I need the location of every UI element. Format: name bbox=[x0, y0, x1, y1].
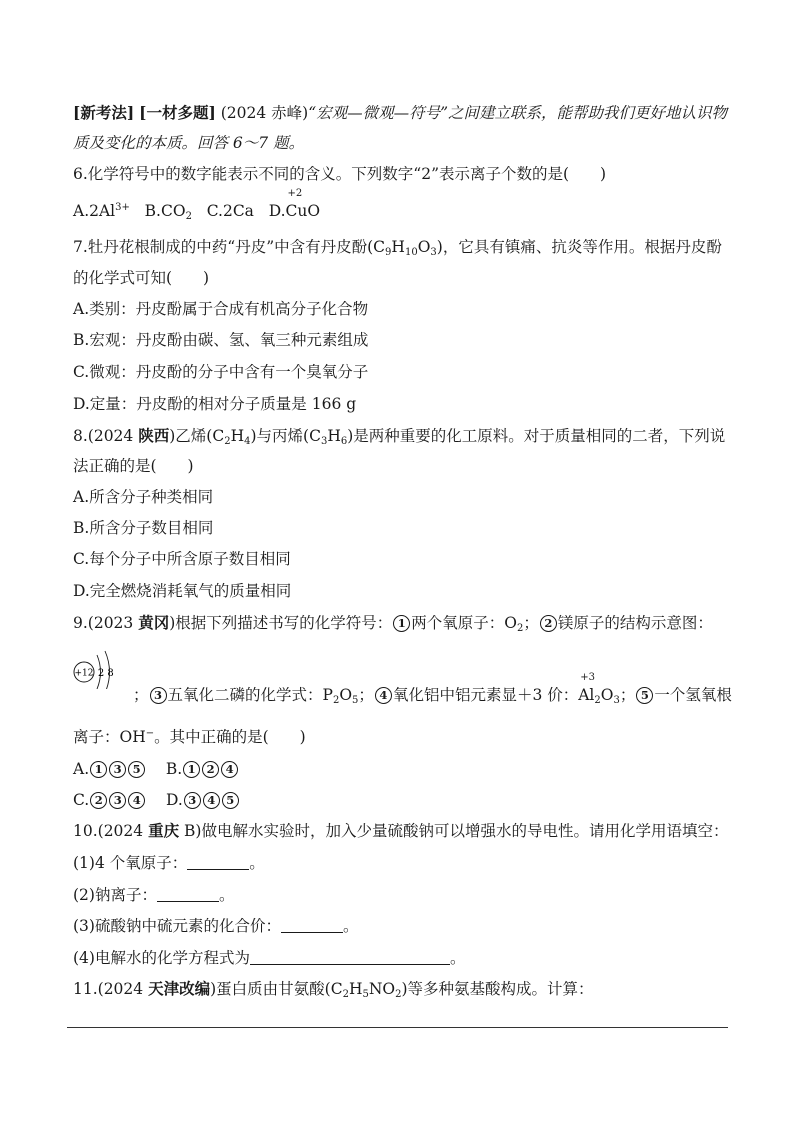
q10-sub-4: (4)电解水的化学方程式为 。 bbox=[73, 949, 466, 967]
q8-stem-2: 法正确的是( ) bbox=[73, 457, 194, 475]
q7-option-b: B.宏观：丹皮酚由碳、氢、氧三种元素组成 bbox=[73, 331, 369, 349]
q10-sub-3: (3)硫酸钠中硫元素的化合价： 。 bbox=[73, 917, 359, 935]
atom-shell-2-count: 8 bbox=[107, 668, 114, 679]
q9-option-d: D. 3 4 5 bbox=[166, 791, 240, 809]
q10-sub-2: (2)钠离子： 。 bbox=[73, 886, 235, 904]
q9-options-row-1 bbox=[73, 758, 239, 780]
q8-option-a: A.所含分子种类相同 bbox=[73, 488, 214, 506]
q6-option-d: D. +2 CuO bbox=[268, 188, 321, 220]
q7-option-a: A.类别：丹皮酚属于合成有机高分子化合物 bbox=[73, 300, 369, 318]
q9-options-row-2 bbox=[73, 789, 240, 811]
q10-stem: 10.(2024 重庆 B)做电解水实验时，加入少量硫酸钠可以增强水的导电性。请用化学用语填空： bbox=[73, 821, 729, 840]
q9-stem-2: ； 3 五氧化二磷的化学式：$P_2O_5$； 4 氧化铝中铝元素显＋3 价： +3 $Al_2O_3$； 5 一个氢氧根 bbox=[133, 672, 732, 706]
q7-stem-1: 7.牡丹花根制成的中药“丹皮”中含有丹皮酚$(C_9H_{10}O_3)$，它具有镇痛、抗炎等作用。根据丹皮酚 bbox=[73, 238, 722, 258]
q6-options bbox=[73, 188, 321, 222]
q10-blank-4[interactable] bbox=[250, 948, 450, 965]
q8-option-b: B.所含分子数目相同 bbox=[73, 519, 214, 537]
tag-one-material: [一材多题] bbox=[139, 103, 216, 122]
intro-text-1: “宏观—微观—符号”之间建立联系，能帮助我们更好地认识物 bbox=[308, 104, 728, 122]
q9-option-a: A. 1 3 5 bbox=[73, 760, 146, 778]
q6-option-c: C.2Ca bbox=[206, 202, 254, 220]
q10-blank-2[interactable] bbox=[157, 885, 219, 902]
magnesium-atom-diagram bbox=[73, 649, 133, 689]
q9-stem-1: 9.(2023 黄冈)根据下列描述书写的化学符号： 1 两个氧原子：$O_2$； 2 镁原子的结构示意图： bbox=[73, 613, 713, 634]
q10-sub-1: (1)4 个氧原子： 。 bbox=[73, 854, 265, 872]
intro-source: (2024 赤峰) bbox=[220, 104, 309, 122]
q7-stem-2: 的化学式可知( ) bbox=[73, 269, 210, 287]
q6-stem: 6.化学符号中的数字能表示不同的含义。下列数字“2”表示离子个数的是( ) bbox=[73, 165, 607, 183]
q7-option-d: D.定量：丹皮酚的相对分子质量是 166 g bbox=[73, 395, 357, 413]
q9-option-c: C. 2 3 4 bbox=[73, 791, 146, 809]
atom-shell-1-count: 2 bbox=[97, 668, 105, 679]
q6-option-b: $B.CO_2$ bbox=[144, 202, 192, 222]
q8-option-d: D.完全燃烧消耗氧气的质量相同 bbox=[73, 582, 292, 600]
intro-line-1 bbox=[73, 102, 727, 124]
q6-option-a: $A.2Al^{3+}$ bbox=[73, 202, 130, 220]
q11-stem: 11.(2024 天津改编)蛋白质由甘氨酸$(C_2H_5NO_2)$等多种氨基酸构成。计算： bbox=[73, 979, 594, 1000]
q8-stem-1: 8.(2024 陕西)乙烯$(C_2H_4)$与丙烯$(C_3H_6)$是两种重要的化工原料。对于质量相同的二者，下列说 bbox=[73, 426, 726, 447]
atom-nucleus-label: +12 bbox=[74, 668, 94, 679]
q7-option-c: C.微观：丹皮酚的分子中含有一个臭氧分子 bbox=[73, 363, 369, 381]
footer-divider bbox=[67, 1027, 728, 1028]
q9-option-b: B. 1 2 4 bbox=[166, 760, 239, 778]
q10-blank-3[interactable] bbox=[281, 916, 343, 933]
tag-new-method: [新考法] bbox=[73, 103, 135, 122]
intro-line-2: 质及变化的本质。回答 6～7 题。 bbox=[73, 134, 305, 152]
q9-stem-3: 离子：OH−。其中正确的是( ) bbox=[73, 728, 306, 746]
q8-option-c: C.每个分子中所含原子数目相同 bbox=[73, 550, 291, 568]
q10-blank-1[interactable] bbox=[187, 853, 249, 870]
